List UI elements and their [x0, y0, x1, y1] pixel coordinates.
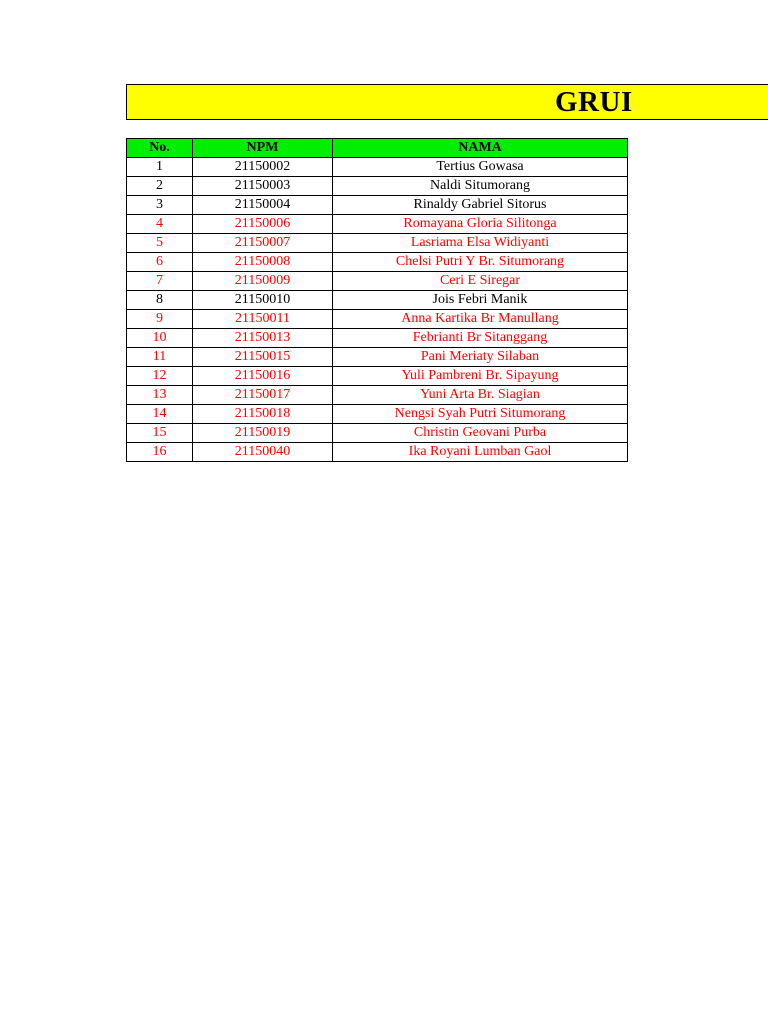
cell-npm: 21150013: [193, 329, 333, 348]
cell-npm: 21150002: [193, 158, 333, 177]
table-row: [127, 234, 628, 253]
title-banner: [126, 84, 768, 120]
cell-nama: Ceri E Siregar: [333, 272, 628, 291]
sheet-title: GRUI: [555, 86, 633, 118]
header-no: No.: [127, 139, 193, 158]
cell-npm: 21150006: [193, 215, 333, 234]
table-row: [127, 310, 628, 329]
cell-no: 3: [127, 196, 193, 215]
cell-npm: 21150010: [193, 291, 333, 310]
header-nama: NAMA: [333, 139, 628, 158]
cell-no: 15: [127, 424, 193, 443]
cell-no: 7: [127, 272, 193, 291]
cell-npm: 21150015: [193, 348, 333, 367]
cell-no: 1: [127, 158, 193, 177]
cell-no: 10: [127, 329, 193, 348]
cell-no: 16: [127, 443, 193, 462]
cell-npm: 21150018: [193, 405, 333, 424]
cell-nama: Lasriama Elsa Widiyanti: [333, 234, 628, 253]
table-row: [127, 272, 628, 291]
table-header-row: [127, 139, 628, 158]
cell-nama: Febrianti Br Sitanggang: [333, 329, 628, 348]
cell-no: 14: [127, 405, 193, 424]
table-row: [127, 177, 628, 196]
cell-no: 6: [127, 253, 193, 272]
cell-nama: Anna Kartika Br Manullang: [333, 310, 628, 329]
cell-nama: Yuli Pambreni Br. Sipayung: [333, 367, 628, 386]
cell-no: 11: [127, 348, 193, 367]
table-row: [127, 386, 628, 405]
table-row: [127, 196, 628, 215]
student-table: [126, 138, 628, 462]
cell-npm: 21150003: [193, 177, 333, 196]
cell-npm: 21150016: [193, 367, 333, 386]
cell-no: 12: [127, 367, 193, 386]
cell-no: 5: [127, 234, 193, 253]
table-row: [127, 348, 628, 367]
cell-npm: 21150004: [193, 196, 333, 215]
table-row: [127, 253, 628, 272]
cell-nama: Nengsi Syah Putri Situmorang: [333, 405, 628, 424]
cell-no: 9: [127, 310, 193, 329]
cell-nama: Christin Geovani Purba: [333, 424, 628, 443]
cell-nama: Yuni Arta Br. Siagian: [333, 386, 628, 405]
table-row: [127, 291, 628, 310]
cell-nama: Pani Meriaty Silaban: [333, 348, 628, 367]
cell-nama: Ika Royani Lumban Gaol: [333, 443, 628, 462]
cell-nama: Naldi Situmorang: [333, 177, 628, 196]
cell-nama: Tertius Gowasa: [333, 158, 628, 177]
table-row: [127, 405, 628, 424]
cell-npm: 21150019: [193, 424, 333, 443]
table-body: [127, 158, 628, 462]
cell-npm: 21150008: [193, 253, 333, 272]
cell-nama: Jois Febri Manik: [333, 291, 628, 310]
table-row: [127, 367, 628, 386]
cell-npm: 21150007: [193, 234, 333, 253]
cell-nama: Chelsi Putri Y Br. Situmorang: [333, 253, 628, 272]
table-row: [127, 158, 628, 177]
cell-npm: 21150011: [193, 310, 333, 329]
cell-npm: 21150040: [193, 443, 333, 462]
cell-npm: 21150009: [193, 272, 333, 291]
cell-no: 8: [127, 291, 193, 310]
table-row: [127, 215, 628, 234]
cell-nama: Romayana Gloria Silitonga: [333, 215, 628, 234]
cell-no: 4: [127, 215, 193, 234]
table-row: [127, 329, 628, 348]
cell-no: 13: [127, 386, 193, 405]
cell-no: 2: [127, 177, 193, 196]
cell-nama: Rinaldy Gabriel Sitorus: [333, 196, 628, 215]
header-npm: NPM: [193, 139, 333, 158]
table-row: [127, 424, 628, 443]
table-row: [127, 443, 628, 462]
cell-npm: 21150017: [193, 386, 333, 405]
